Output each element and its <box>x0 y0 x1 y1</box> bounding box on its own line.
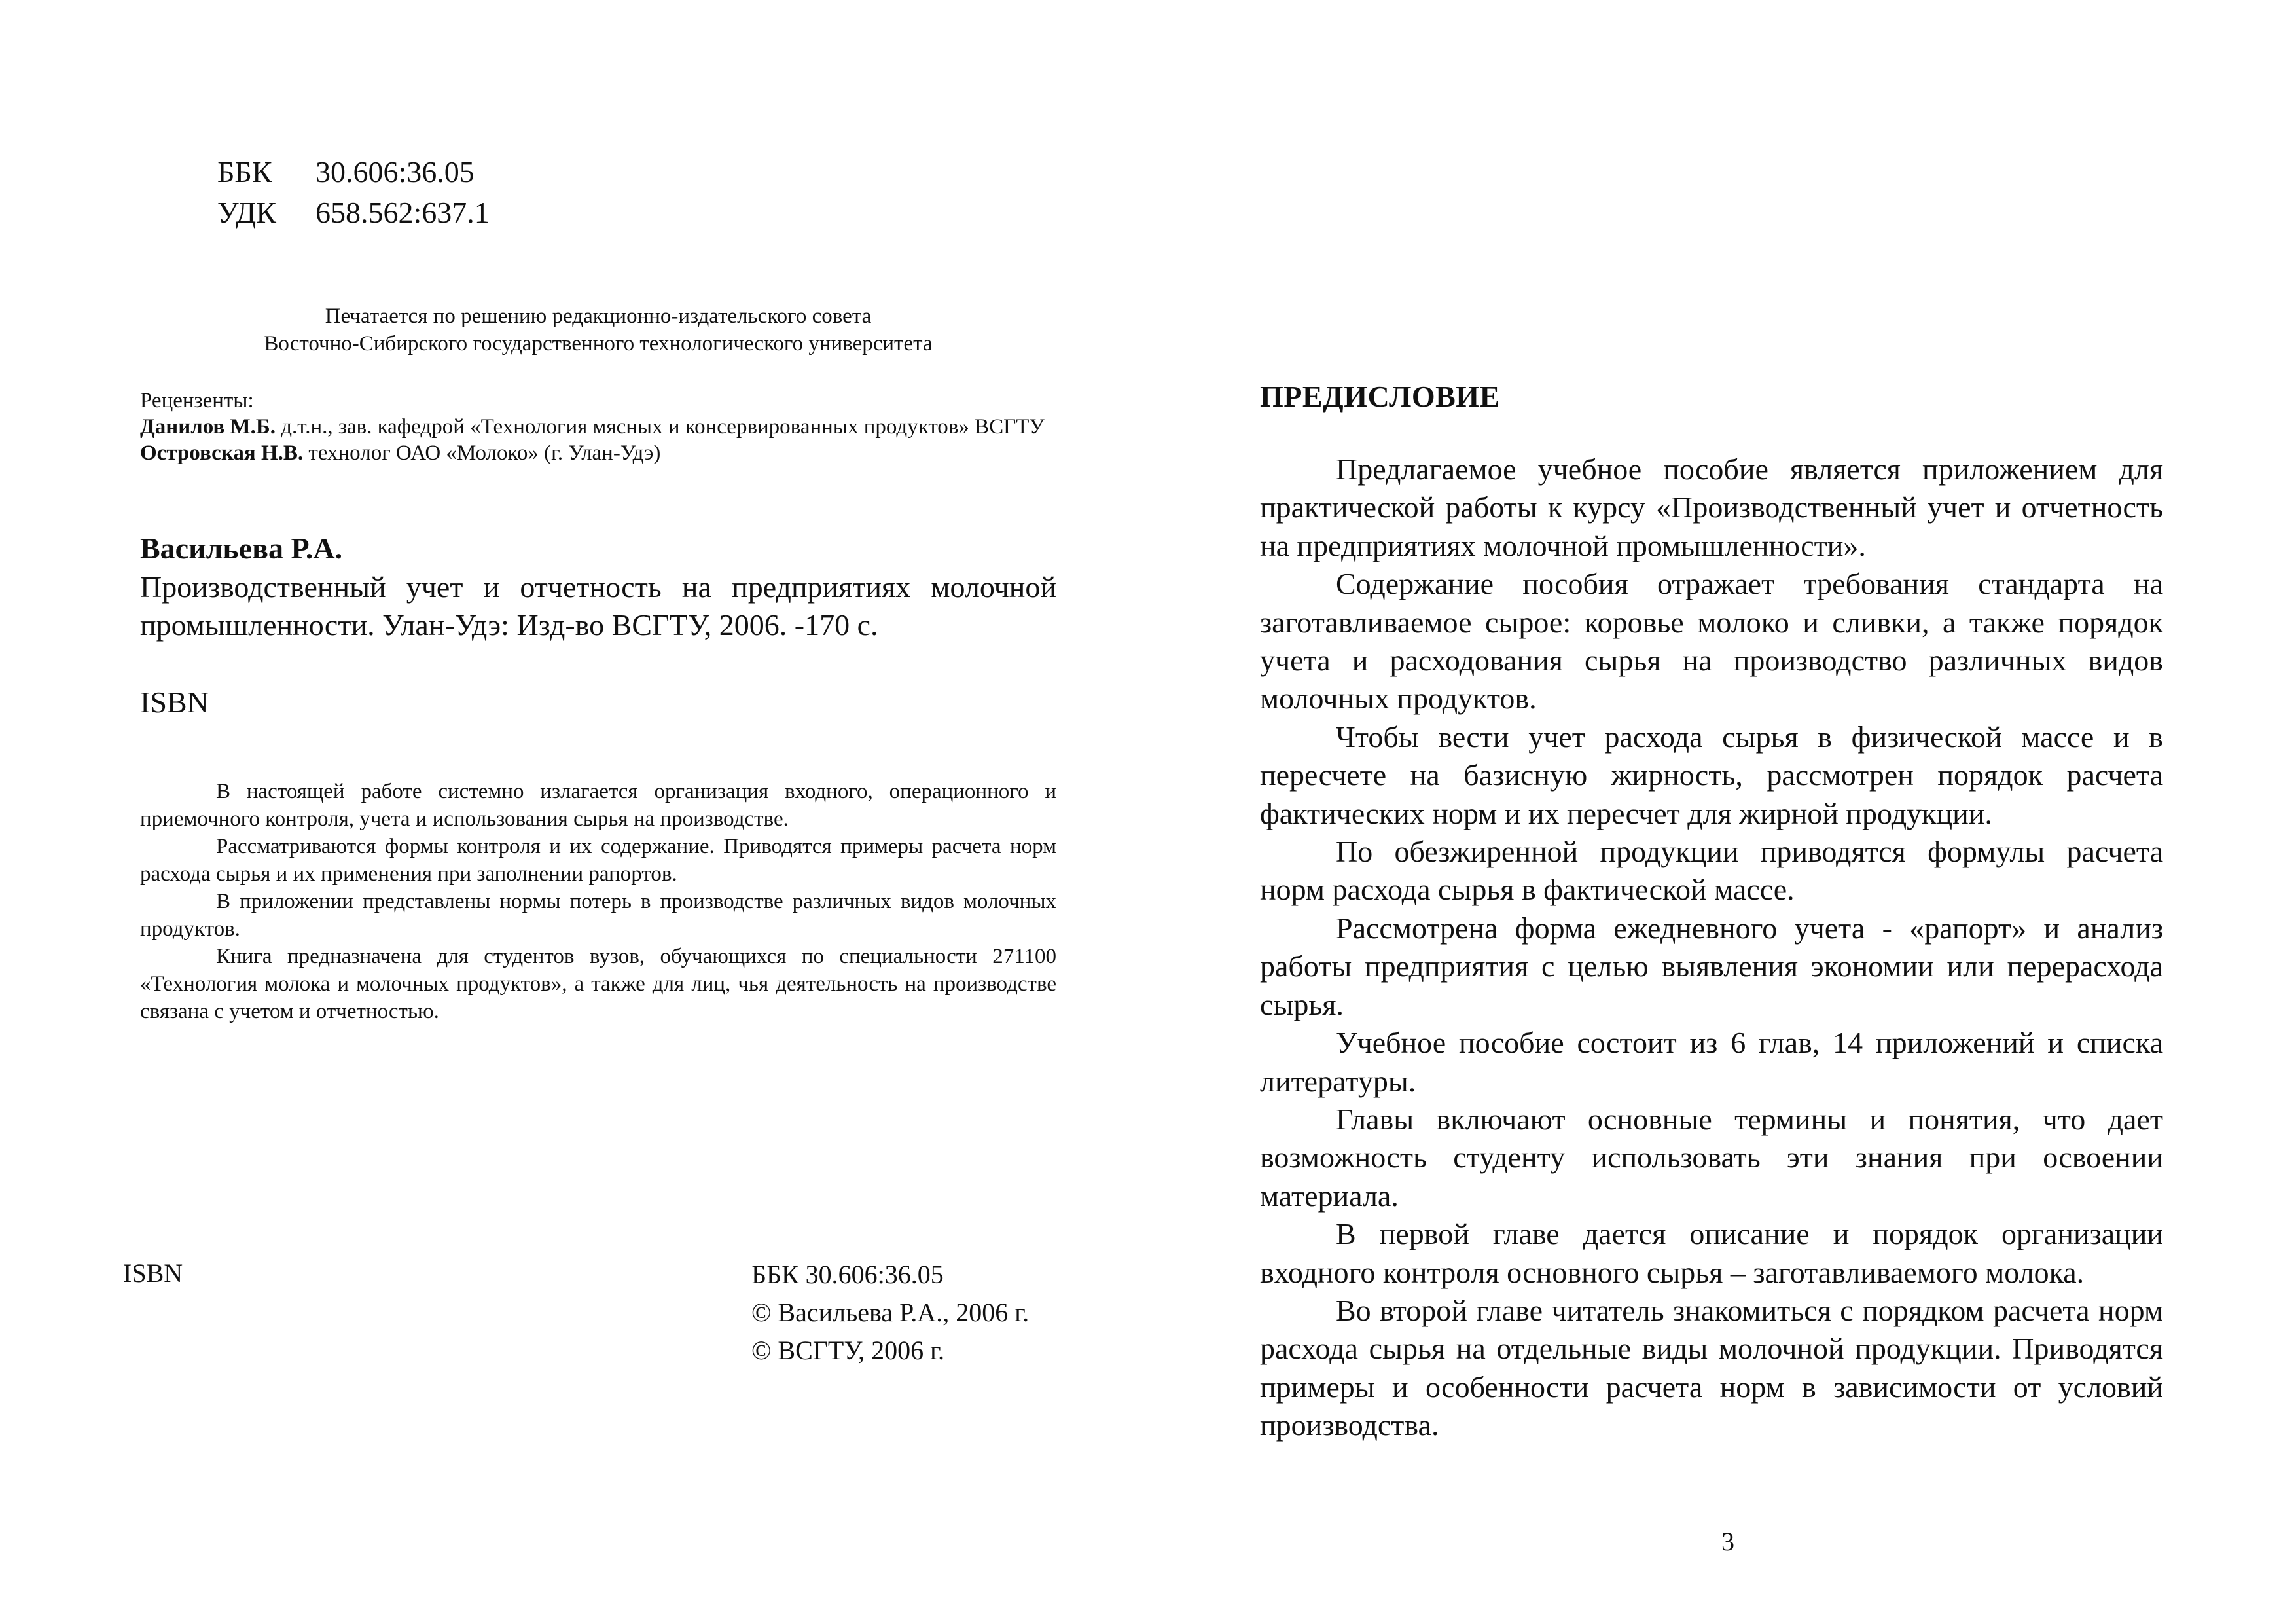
council-note-line1: Печатается по решению редакционно-издательского совета <box>325 304 872 328</box>
preface-paragraph: Во второй главе читатель знакомиться с порядком расчета норм расхода сырья на отдельные виды молочной продукции. Приводятся примеры и особенности расчета норм в зависимости от условий производства. <box>1260 1293 2163 1442</box>
reviewers-heading: Рецензенты: <box>140 389 254 412</box>
preface-paragraph: Предлагаемое учебное пособие является приложением для практической работы к курсу «Производственный учет и отчетность на предприятиях молочной промышленности». <box>1260 452 2163 562</box>
book-author: Васильева Р.А. <box>140 532 343 565</box>
preface-paragraph: Рассмотрена форма ежедневного учета - «рапорт» и анализ работы предприятия с целью выявления экономии или перерасхода сырья. <box>1260 911 2163 1021</box>
preface-paragraph: Чтобы вести учет расхода сырья в физической массе и в пересчете на базисную жирность, рассмотрен порядок расчета фактических норм и их пересчет для жирной продукции. <box>1260 720 2163 830</box>
annotation-paragraph: Рассматриваются формы контроля и их содержание. Приводятся примеры расчета норм расхода сырья и их применения при заполнении рапортов. <box>140 835 1056 886</box>
reviewer-2 <box>140 440 1056 466</box>
isbn-label-bottom: ISBN <box>123 1258 183 1288</box>
classification-block <box>217 152 490 233</box>
preface-paragraph: Главы включают основные термины и понятия, что дает возможность студенту использовать эти знания при освоении материала. <box>1260 1102 2163 1213</box>
reviewer-2-name: Островская Н.В. <box>140 441 304 465</box>
copyright-university: © ВСГТУ, 2006 г. <box>751 1336 944 1365</box>
reviewer-1-info: д.т.н., зав. кафедрой «Технология мясных и консервированных продуктов» ВСГТУ <box>275 415 1045 439</box>
book-citation: Производственный учет и отчетность на предприятиях молочной промышленности. Улан-Удэ: Изд-во ВСГТУ, 2006. -170 с. <box>140 570 1056 642</box>
preface-paragraph: В первой главе дается описание и порядок организации входного контроля основного сырья – заготавливаемого молока. <box>1260 1217 2163 1289</box>
annotation-paragraph: В приложении представлены нормы потерь в производстве различных видов молочных продуктов. <box>140 890 1056 941</box>
annotation-paragraph: Книга предназначена для студентов вузов, обучающихся по специальности 271100 «Технология молока и молочных продуктов», а также для лиц, чья деятельность на производстве связана с учетом и отчетностью. <box>140 945 1056 1023</box>
preface-paragraph: По обезжиренной продукции приводятся формулы расчета норм расхода сырья в фактической массе. <box>1260 835 2163 907</box>
udk-row <box>217 192 490 233</box>
bbk-value: 30.606:36.05 <box>315 155 475 189</box>
annotation-paragraph: В настоящей работе системно излагается организация входного, операционного и приемочного контроля, учета и использования сырья на производстве. <box>140 780 1056 831</box>
preface-paragraph: Содержание пособия отражает требования стандарта на заготавливаемое сырое: коровье молоко и сливки, а также порядок учета и расходования сырья на производство различных видов молочных продуктов. <box>1260 567 2163 716</box>
udk-label: УДК <box>217 196 276 229</box>
reviewer-2-info: технолог ОАО «Молоко» (г. Улан-Удэ) <box>303 441 661 465</box>
reviewers-block <box>140 388 1056 466</box>
reviewer-1-name: Данилов М.Б. <box>140 415 276 439</box>
annotation <box>140 778 1056 1025</box>
copyright-block <box>751 1256 1029 1370</box>
reviewer-1 <box>140 414 1056 440</box>
copyright-author: © Васильева Р.А., 2006 г. <box>751 1298 1030 1327</box>
bbk-footer: ББК 30.606:36.05 <box>751 1260 944 1289</box>
preface-title: ПРЕДИСЛОВИЕ <box>1260 380 1500 413</box>
page-number: 3 <box>1721 1527 1734 1556</box>
council-note-line2: Восточно-Сибирского государственного технологического университета <box>264 332 933 356</box>
preface-body <box>1260 450 2163 1445</box>
council-note <box>140 302 1056 357</box>
bbk-row <box>217 152 490 192</box>
bbk-label: ББК <box>217 155 272 189</box>
udk-value: 658.562:637.1 <box>315 196 490 229</box>
preface-paragraph: Учебное пособие состоит из 6 глав, 14 приложений и списка литературы. <box>1260 1026 2163 1098</box>
isbn-label-top: ISBN <box>140 685 209 719</box>
